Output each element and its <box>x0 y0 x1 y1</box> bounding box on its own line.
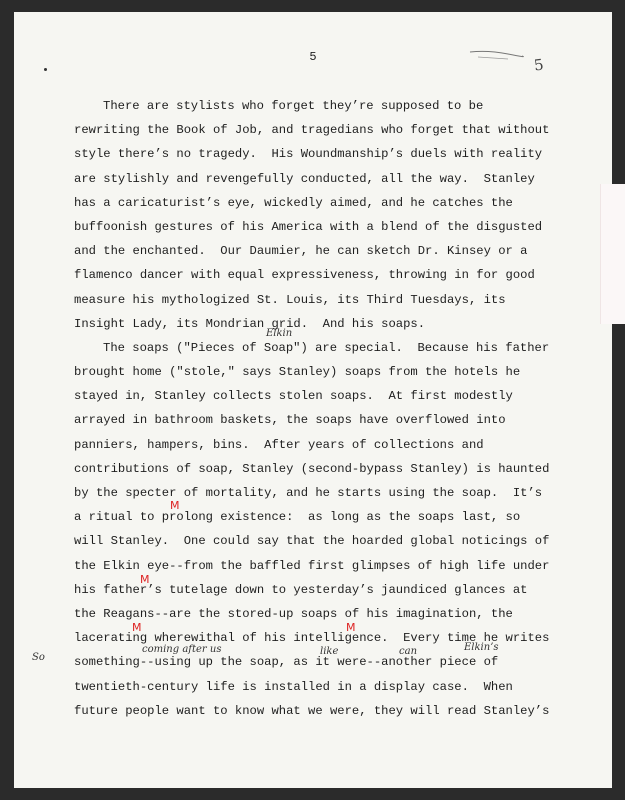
red-dash-mark: M <box>346 621 356 634</box>
text-line: by the specter of mortality, and he starts using the soap. It’s <box>74 486 543 500</box>
handwritten-insert-can: can <box>399 646 418 657</box>
text-line: rewriting the Book of Job, and tragedians who forget that without <box>74 123 550 138</box>
text-line: measure his mythologized St. Louis, its Third Tuesdays, its <box>74 292 506 307</box>
page-number: 5 <box>309 50 317 64</box>
text-line: arrayed in bathroom baskets, the soaps have overflowed into <box>74 413 506 428</box>
text-line: stayed in, Stanley collects stolen soaps. At first modestly <box>74 389 513 404</box>
handwritten-insert-elkin: Elkin <box>266 328 293 339</box>
handwritten-page-number: 5 <box>532 55 545 75</box>
text-line: the Elkin eye--from the baffled first glimpses of high life under <box>74 558 550 573</box>
text-line: are stylishly and revengefully conducted, all the way. Stanley <box>74 171 535 186</box>
red-dash-mark: M <box>132 621 142 634</box>
text-line: There are stylists who forget they’re supposed to be <box>103 99 484 113</box>
text-line: his father’s tutelage down to yesterday’s jaundiced glances at <box>74 582 528 597</box>
red-dash-mark: M <box>170 499 180 512</box>
handwritten-insert-like: like <box>320 646 339 657</box>
handwritten-insert-coming-after-us: coming after us <box>142 644 222 655</box>
text-line: twentieth-century life is installed in a display case. When <box>74 679 513 694</box>
body-text <box>74 94 554 723</box>
text-line: has a caricaturist’s eye, wickedly aimed, and he catches the <box>74 195 513 210</box>
pencil-scribble <box>468 44 524 62</box>
text-line: brought home ("stole," says Stanley) soaps from the hotels he <box>74 365 521 380</box>
text-line: and the enchanted. Our Daumier, he can sketch Dr. Kinsey or a <box>74 244 528 259</box>
text-line: The soaps ("Pieces of Soap") are special. Because his father <box>103 340 550 355</box>
red-dash-mark: M <box>140 573 150 586</box>
text-line: will Stanley. One could say that the hoarded global noticings of <box>74 534 550 549</box>
text-line: Insight Lady, its Mondrian grid. And his soaps. <box>74 316 426 331</box>
handwritten-insert-so: So <box>32 652 45 663</box>
handwritten-insert-elkins: Elkin’s <box>464 642 499 653</box>
text-line: panniers, hampers, bins. After years of collections and <box>74 437 484 452</box>
text-line: future people want to know what we were, they will read Stanley’s <box>74 703 550 718</box>
text-line: lacerating wherewithal of his intelligence. Every time he writes <box>74 631 550 646</box>
text-line: a ritual to prolong existence: as long as the soaps last, so <box>74 510 521 525</box>
text-line: flamenco dancer with equal expressiveness, throwing in for good <box>74 268 535 283</box>
text-line: buffoonish gestures of his America with a blend of the disgusted <box>74 219 543 234</box>
paper-tab <box>600 184 625 324</box>
margin-dot <box>44 68 47 71</box>
text-line: style there’s no tragedy. His Woundmanship’s duels with reality <box>74 147 543 162</box>
text-line: the Reagans--are the stored-up soaps of his imagination, the <box>74 606 513 621</box>
text-line: something--using up the soap, as it were--another piece of <box>74 655 499 670</box>
document-page <box>14 12 612 788</box>
text-line: contributions of soap, Stanley (second-bypass Stanley) is haunted <box>74 461 550 476</box>
